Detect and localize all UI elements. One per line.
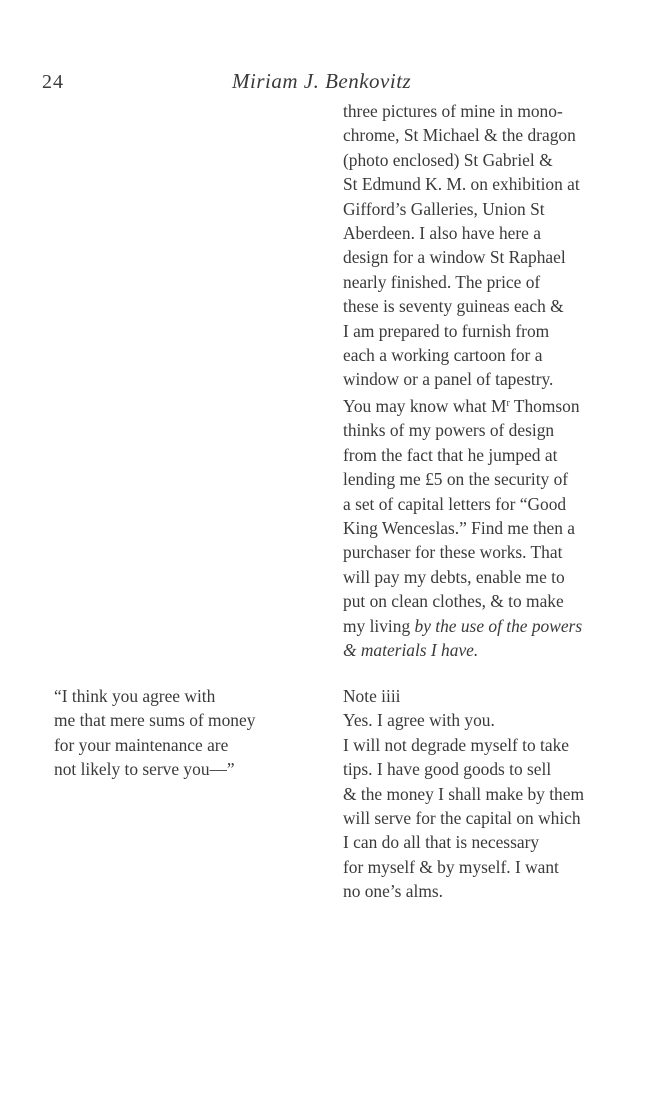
quote-line: not likely to serve you—” xyxy=(54,759,235,780)
note-block xyxy=(343,684,643,904)
text-line: tips. I have good goods to sell xyxy=(343,759,552,780)
text-line: King Wenceslas.” Find me then a xyxy=(343,517,576,538)
text-line: each a working cartoon for a xyxy=(343,345,543,366)
text-line: for myself & by myself. I want xyxy=(343,856,559,877)
note-heading: Note iiii xyxy=(343,686,401,706)
page-number: 24 xyxy=(42,71,64,93)
text-fragment: my living xyxy=(343,615,415,636)
text-line: these is seventy guineas each & xyxy=(343,296,564,317)
text-line: nearly finished. The price of xyxy=(343,271,541,292)
text-line: thinks of my powers of design xyxy=(343,420,555,441)
text-line: I can do all that is necessary xyxy=(343,832,540,853)
text-line: chrome, St Michael & the dragon xyxy=(343,125,576,146)
running-head: Miriam J. Benkovitz xyxy=(232,69,412,93)
text-line: I will not degrade myself to take xyxy=(343,734,570,755)
letter-continuation xyxy=(343,99,643,662)
text-fragment: Thomson xyxy=(509,395,580,416)
text-line: purchaser for these works. That xyxy=(343,542,563,563)
text-line: design for a window St Raphael xyxy=(343,247,566,268)
text-line: St Edmund K. M. on exhibition at xyxy=(343,174,580,195)
italic-text: by the use of the powers xyxy=(414,615,583,636)
text-line: I am prepared to furnish from xyxy=(343,320,550,341)
text-line: put on clean clothes, & to make xyxy=(343,591,564,612)
quote-line: “I think you agree with xyxy=(54,686,216,706)
text-line: lending me £5 on the security of xyxy=(343,469,569,490)
margin-quote xyxy=(54,684,324,782)
quote-line: for your maintenance are xyxy=(54,734,229,755)
text-line xyxy=(343,614,643,638)
text-line: three pictures of mine in mono- xyxy=(343,101,563,121)
text-line: window or a panel of tapestry. xyxy=(343,369,554,390)
text-line: will pay my debts, enable me to xyxy=(343,566,565,587)
text-line: & materials I have. xyxy=(343,639,479,660)
text-line: from the fact that he jumped at xyxy=(343,444,558,465)
text-line: & the money I shall make by them xyxy=(343,783,584,804)
text-line: Yes. I agree with you. xyxy=(343,710,495,731)
text-fragment: You may know what M xyxy=(343,395,507,416)
quote-line: me that mere sums of money xyxy=(54,710,256,731)
superscript: r xyxy=(506,397,510,409)
text-line xyxy=(343,392,643,418)
text-line: (photo enclosed) St Gabriel & xyxy=(343,149,553,170)
text-line: no one’s alms. xyxy=(343,881,443,902)
text-line: will serve for the capital on which xyxy=(343,808,581,829)
text-line: Gifford’s Galleries, Union St xyxy=(343,198,545,219)
text-line: Aberdeen. I also have here a xyxy=(343,223,541,244)
text-line: a set of capital letters for “Good xyxy=(343,493,567,514)
